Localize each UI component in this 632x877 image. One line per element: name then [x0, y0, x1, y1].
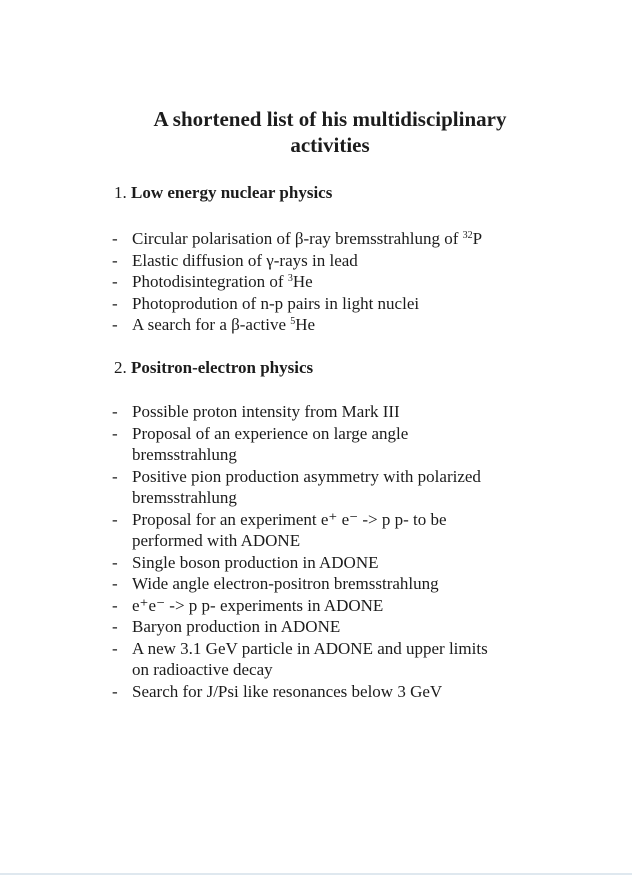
list-bullet-dash: -: [112, 466, 118, 486]
list-bullet-dash: -: [112, 595, 118, 615]
list-item-text: Photodisintegration of: [132, 272, 288, 291]
list-item-line: performed with ADONE: [132, 531, 301, 550]
list-bullet-dash: -: [112, 552, 118, 572]
list-item: [112, 509, 552, 552]
element-symbol: P: [472, 229, 483, 248]
section-1-title: Low energy nuclear physics: [131, 183, 333, 202]
list-bullet-dash: -: [112, 402, 118, 421]
element-symbol: He: [292, 272, 313, 291]
list-item-text: A search for a β-active: [132, 315, 291, 334]
list-item-text: Circular polarisation of β-ray bremsstrahlung of: [132, 229, 463, 248]
page-title: [100, 106, 560, 158]
list-item: [112, 314, 552, 336]
list-item: [112, 250, 552, 272]
section-1-number: 1.: [114, 183, 127, 202]
list-item-line: on radioactive decay: [132, 660, 273, 679]
list-item: [112, 552, 552, 574]
list-item: [112, 616, 552, 638]
list-item-text: Elastic diffusion of γ-rays in lead: [132, 250, 358, 270]
list-item: [112, 228, 552, 250]
section-2-title: Positron-electron physics: [131, 358, 314, 377]
element-symbol: He: [295, 315, 316, 334]
list-bullet-dash: -: [112, 315, 118, 334]
list-item-line: Proposal of an experience on large angle: [132, 423, 409, 443]
list-item: [112, 293, 552, 315]
list-bullet-dash: -: [112, 509, 118, 529]
list-bullet-dash: -: [112, 681, 118, 701]
section-2-list: [112, 401, 552, 702]
section-1-list: [112, 228, 552, 336]
list-item-line: bremsstrahlung: [132, 488, 237, 507]
list-bullet-dash: -: [112, 293, 118, 313]
list-item-line: e⁺e⁻ -> p p- experiments in ADONE: [132, 595, 384, 615]
list-item: [112, 638, 552, 681]
list-bullet-dash: -: [112, 229, 118, 248]
scan-edge-line: [0, 873, 632, 875]
list-item-line: Search for J/Psi like resonances below 3 GeV: [132, 681, 443, 701]
list-bullet-dash: -: [112, 272, 118, 291]
list-item: [112, 271, 552, 293]
isotope-mass-number: 5: [290, 316, 296, 327]
title-line-1: A shortened list of his multidisciplinary: [153, 107, 507, 131]
list-item-line: Positive pion production asymmetry with polarized: [132, 466, 481, 486]
list-bullet-dash: -: [112, 250, 118, 270]
list-bullet-dash: -: [112, 617, 118, 636]
list-item: [112, 595, 552, 617]
list-item-line: A new 3.1 GeV particle in ADONE and upper limits: [132, 638, 488, 658]
list-bullet-dash: -: [112, 574, 118, 593]
list-item-line: Single boson production in ADONE: [132, 552, 379, 572]
list-item: [112, 573, 552, 595]
list-item: [112, 423, 552, 466]
list-item-line: Baryon production in ADONE: [132, 617, 341, 636]
isotope-mass-number: 32: [462, 230, 473, 241]
list-bullet-dash: -: [112, 638, 118, 658]
list-item: [112, 466, 552, 509]
section-1-heading: [114, 183, 332, 203]
list-item: [112, 401, 552, 423]
section-2-heading: [114, 358, 313, 378]
isotope-mass-number: 3: [287, 273, 293, 284]
title-line-2: activities: [290, 133, 370, 157]
list-bullet-dash: -: [112, 423, 118, 443]
list-item: [112, 681, 552, 703]
list-item-line: bremsstrahlung: [132, 445, 237, 464]
list-item-line: Wide angle electron-positron bremsstrahlung: [132, 574, 439, 593]
list-item-text: Photoprodution of n-p pairs in light nuclei: [132, 293, 420, 313]
list-item-line: Possible proton intensity from Mark III: [132, 402, 400, 421]
section-2-number: 2.: [114, 358, 127, 377]
list-item-line: Proposal for an experiment e⁺ e⁻ -> p p- to be: [132, 509, 447, 529]
